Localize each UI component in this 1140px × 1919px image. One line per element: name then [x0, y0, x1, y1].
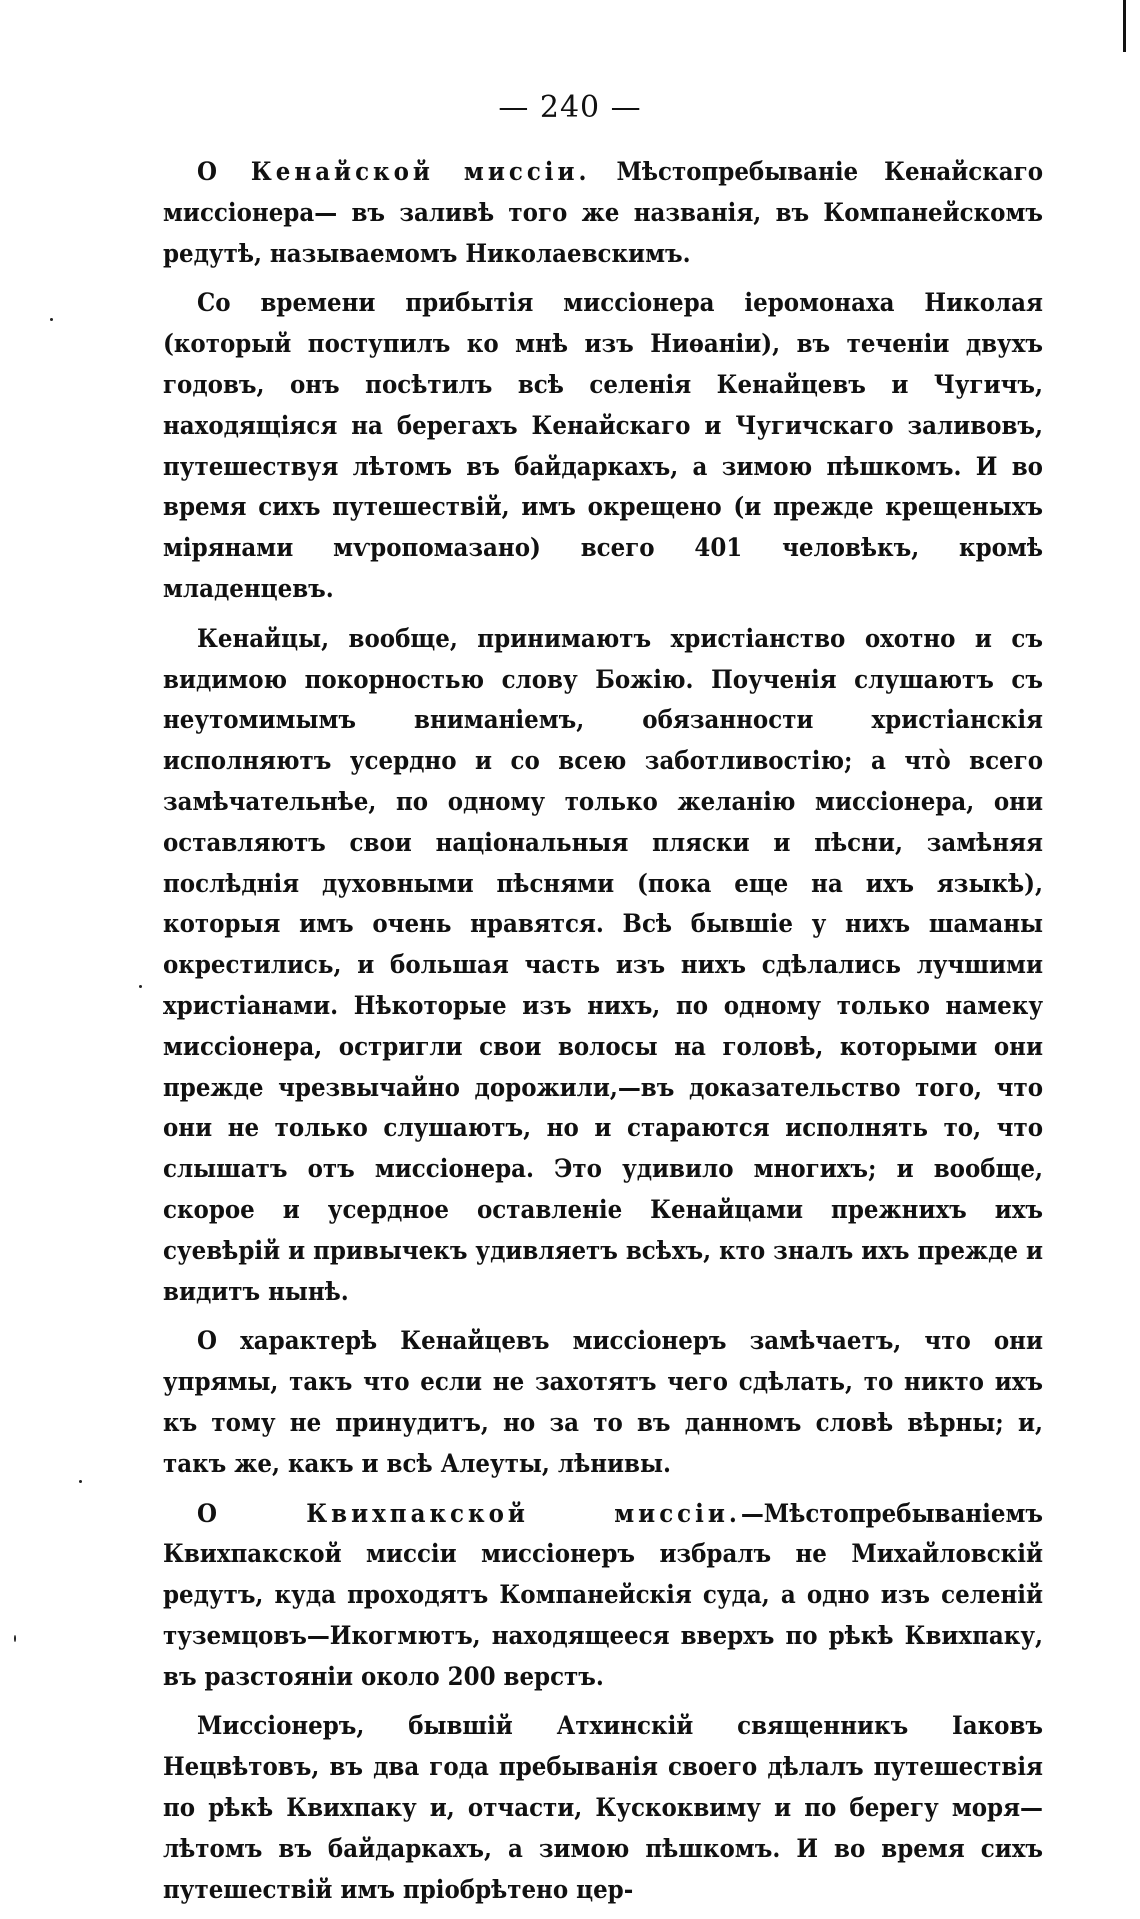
paragraph-text: Миссіонеръ, бывшій Атхинскій священникъ Іаковъ Нецвѣтовъ, въ два года пребыванія своего дѣлалъ путешествія по рѣкѣ Квихпаку и, отчасти, Кускоквиму и по берегу моря—лѣтомъ въ байдаркахъ, а зимою пѣшкомъ. И во время сихъ путешествій имъ пріобрѣтено цер-	[163, 1711, 1043, 1905]
paragraph-text: Со времени прибытія миссіонера іеромонаха Николая (который поступилъ ко мнѣ изъ Ниѳаніи), въ теченіи двухъ годовъ, онъ посѣтилъ всѣ селенія Кенайцевъ и Чугичъ, находящіяся на берегахъ Кенайскаго и Чугичскаго заливовъ, путешествуя лѣтомъ въ байдаркахъ, а зимою пѣшкомъ. И во время сихъ путешествій, имъ окрещено (и прежде крещеныхъ мірянами мѵропомазано) всего 401 человѣкъ, кромѣ младенцевъ.	[163, 288, 1043, 604]
scan-speck	[14, 1635, 16, 1642]
paragraph-nikolai-travels	[163, 283, 1043, 609]
paragraph-kenai-mission	[163, 152, 1043, 274]
paragraph-netsvetov	[163, 1706, 1043, 1910]
section-heading-kvikhpak: О Квихпакской миссіи.	[197, 1498, 741, 1529]
paragraph-kenai-character	[163, 1321, 1043, 1484]
body-text	[163, 152, 1043, 1919]
page-number: — 240 —	[498, 90, 642, 125]
section-heading-kenai: О Кенайской миссіи.	[197, 157, 591, 187]
paragraph-text: Кенайцы, вообще, принимаютъ христіанство охотно и съ видимою покорностью слову Божію. Поученія слушаютъ съ неутомимымъ вниманіемъ, обязанности христіанскія исполняютъ усердно и со всею заботливостію; а что̀ всего замѣчательнѣе, по одному только желанію миссіонера, они оставляютъ свои національныя пляски и пѣсни, замѣняя послѣднія духовными пѣснями (пока еще на ихъ языкѣ), которыя имъ очень нравятся. Всѣ бывшіе у нихъ шаманы окрестились, и большая часть изъ нихъ сдѣлались лучшими христіанами. Нѣкоторые изъ нихъ, по одному только намеку миссіонера, остригли свои волосы на головѣ, которыми они прежде чрезвычайно дорожили,—въ доказательство того, что они не только слушаютъ, но и стараются исполнять то, что слышатъ отъ миссіонера. Это удивило многихъ; и вообще, скорое и усердное оставленіе Кенайцами прежнихъ ихъ суевѣрій и привычекъ удивляетъ всѣхъ, кто зналъ ихъ прежде и видитъ нынѣ.	[163, 623, 1043, 1307]
scan-speck	[139, 985, 142, 988]
paragraph-kvikhpak-mission	[163, 1494, 1043, 1698]
scan-speck	[50, 318, 53, 321]
paragraph-kenai-christianity	[163, 619, 1043, 1313]
paragraph-text: О характерѣ Кенайцевъ миссіонеръ замѣчаетъ, что они упрямы, такъ что если не захотятъ чего сдѣлать, то никто ихъ къ тому не принудитъ, но за то въ данномъ словѣ вѣрны; и, такъ же, какъ и всѣ Алеуты, лѣнивы.	[163, 1326, 1043, 1479]
page-edge-line	[1123, 0, 1126, 52]
scan-speck	[79, 1480, 82, 1483]
paragraph-text: —Мѣстопребываніемъ Квихпакской миссіи миссіонеръ избралъ не Михайловскій редутъ, куда проходятъ Компанейскія суда, а одно изъ селеній туземцовъ—Икогмютъ, находящееся вверхъ по рѣкѣ Квихпаку, въ разстояніи около 200 верстъ.	[163, 1498, 1043, 1692]
paragraph-text: Мѣстопребываніе Кенайскаго миссіонера— въ заливѣ того же названія, въ Компанейскомъ редутѣ, называемомъ Николаевскимъ.	[163, 157, 1043, 269]
